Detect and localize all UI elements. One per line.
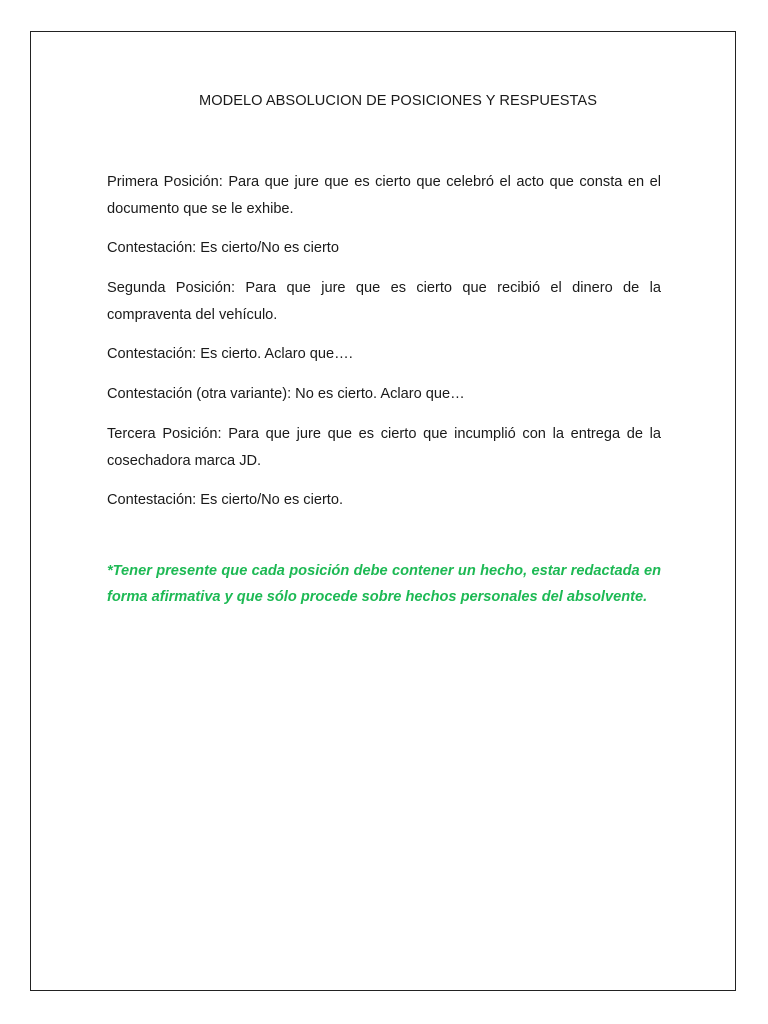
document-body	[107, 169, 661, 625]
paragraph-segunda-posicion: Segunda Posición: Para que jure que es cierto que recibió el dinero de la compraventa del vehículo.	[107, 280, 661, 323]
paragraph-tercera-posicion: Tercera Posición: Para que jure que es cierto que incumplió con la entrega de la cosechadora marca JD.	[107, 426, 661, 469]
paragraph-contestacion-1: Contestación: Es cierto/No es cierto	[107, 240, 339, 256]
document-page	[30, 31, 736, 991]
paragraph-primera-posicion: Primera Posición: Para que jure que es cierto que celebró el acto que consta en el documento que se le exhibe.	[107, 174, 661, 217]
document-title: MODELO ABSOLUCION DE POSICIONES Y RESPUESTAS	[199, 93, 597, 109]
paragraph-contestacion-2: Contestación: Es cierto. Aclaro que….	[107, 346, 353, 362]
note-paragraph: *Tener presente que cada posición debe contener un hecho, estar redactada en forma afirmativa y que sólo procede sobre hechos personales del absolvente.	[107, 562, 661, 605]
paragraph-contestacion-variante: Contestación (otra variante): No es cierto. Aclaro que…	[107, 386, 465, 402]
paragraph-contestacion-3: Contestación: Es cierto/No es cierto.	[107, 492, 344, 508]
